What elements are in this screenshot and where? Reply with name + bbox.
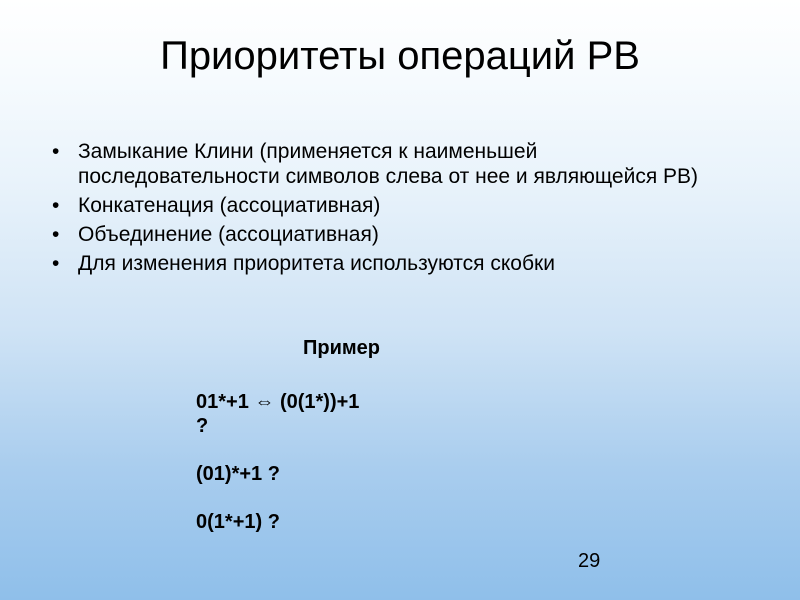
example-block — [196, 336, 556, 534]
bullet-icon: • — [52, 194, 60, 217]
page-number: 29 — [578, 550, 601, 572]
bullet-item-union — [50, 222, 740, 247]
bullet-icon: • — [52, 252, 60, 275]
example-spacer — [196, 486, 556, 510]
slide-title: Приоритеты операций РВ — [160, 34, 640, 78]
example-spacer — [196, 438, 556, 462]
example-line-2: ? — [196, 415, 209, 437]
bullet-text: Объединение (ассоциативная) — [78, 223, 379, 246]
example-title: Пример — [303, 337, 381, 359]
bullet-item-brackets — [50, 251, 740, 276]
example-line-3: (01)*+1 ? — [196, 463, 280, 485]
bullet-text: Конкатенация (ассоциативная) — [78, 194, 381, 217]
bullet-text: Замыкание Клини (применяется к наименьшей последовательности символов слева от нее и являющейся РВ) — [78, 140, 699, 188]
bullet-text: Для изменения приоритета используются скобки — [78, 252, 555, 275]
example-line-4: 0(1*+1) ? — [196, 511, 280, 533]
bullet-icon: • — [52, 140, 60, 163]
bullet-item-kleene — [50, 139, 740, 189]
bullet-item-concatenation — [50, 193, 740, 218]
example-line-1: 01*+1 ⇔ (0(1*))+1 — [196, 391, 360, 413]
bullet-icon: • — [52, 223, 60, 246]
bullet-list — [50, 139, 740, 280]
